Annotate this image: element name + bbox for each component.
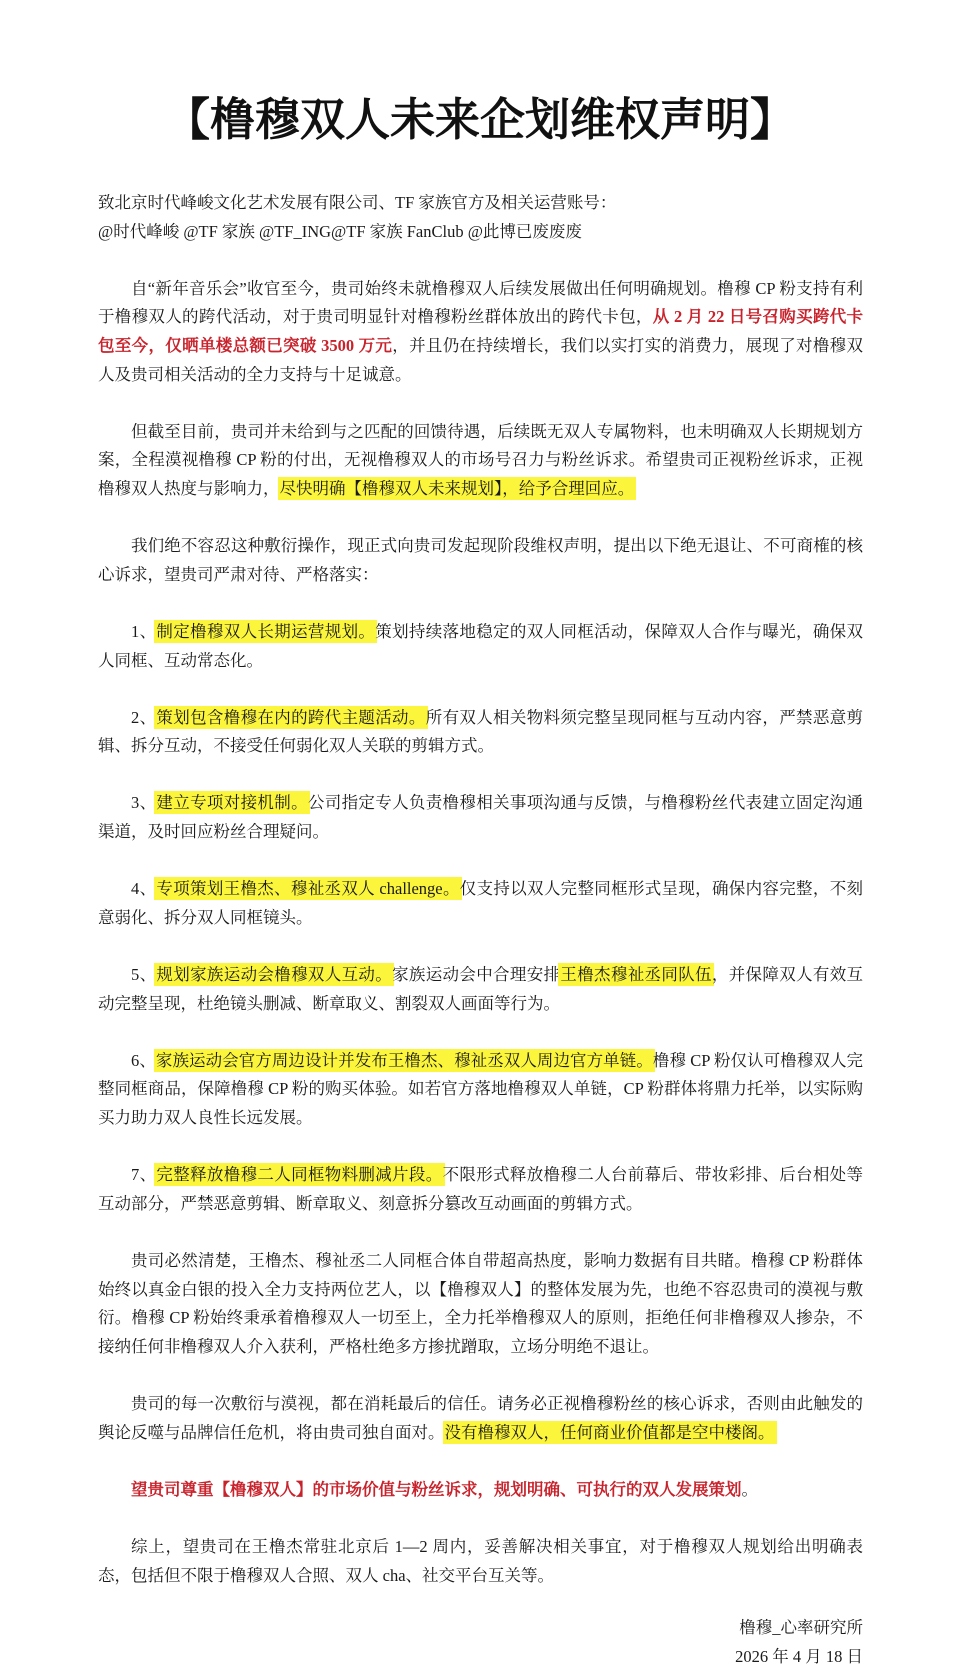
- body-text: 。: [741, 1479, 758, 1499]
- demand-item-2: [98, 704, 863, 761]
- highlighted-text: 完整释放橹穆二人同框物料删减片段。: [156, 1165, 443, 1185]
- demand-item-1: [98, 618, 863, 675]
- demands-intro-paragraph: [98, 532, 863, 589]
- body-text: 仅支持以双人完整同框形式呈现，确保内容完整，不刻意弱化、拆分双人同框镜头。: [98, 879, 864, 927]
- document-title: 【橹穆双人未来企划维权声明】: [164, 93, 795, 146]
- demand-item-3: [98, 789, 863, 846]
- body-text: 7、: [131, 1165, 157, 1185]
- signature-author: 橹穆_心率研究所: [739, 1618, 863, 1637]
- highlighted-text: 王橹杰穆祉丞同队伍: [560, 965, 712, 985]
- body-text: 综上，望贵司在王橹杰常驻北京后 1—2 周内，妥善解决相关事宜，对于橹穆双人规划给出明确表态，包括但不限于橹穆双人合照、双人 cha、社交平台互关等。: [98, 1536, 863, 1585]
- highlighted-text: 家族运动会官方周边设计并发布王橹杰、穆祉丞双人周边官方单链。: [155, 1050, 653, 1070]
- warning-paragraph: [98, 1390, 863, 1447]
- body-text: 2、: [131, 707, 157, 727]
- paragraphs: [98, 275, 863, 1590]
- stance-paragraph: [98, 1247, 863, 1361]
- complaint-paragraph: [98, 418, 863, 504]
- body-text: 但截至目前，贵司并未给到与之匹配的回馈待遇，后续既无双人专属物料，也未明确双人长期规划方案，全程漠视橹穆 CP 粉的付出，无视橹穆双人的市场号召力与粉丝诉求。希望贵司正视粉丝诉求，正视橹穆双人热度与影响力，: [98, 421, 863, 498]
- body-text: 公司指定专人负责橹穆相关事项沟通与反馈，与橹穆粉丝代表建立固定沟通渠道，及时回应粉丝合理疑问。: [98, 793, 864, 842]
- document-body: [98, 189, 863, 1619]
- body-text: 6、: [131, 1050, 156, 1070]
- body-text: 所有双人相关物料须完整呈现同框与互动内容，严禁恶意剪辑、拆分互动，不接受任何弱化双人关联的剪辑方式。: [98, 707, 864, 756]
- conclusion-paragraph: [98, 1533, 863, 1590]
- body-text: 我们绝不容忍这种敷衍操作，现正式向贵司发起现阶段维权声明，提出以下绝无退让、不可商榷的核心诉求，望贵司严肃对待、严格落实：: [98, 536, 863, 584]
- demand-item-4: [98, 875, 863, 932]
- demand-item-7: [98, 1161, 863, 1218]
- intro-paragraph: [98, 275, 863, 389]
- body-text: 1、: [131, 621, 157, 641]
- body-text: 家族运动会中合理安排: [392, 965, 561, 985]
- body-text: 不限形式释放橹穆二人台前幕后、带妆彩排、后台相处等互动部分，严禁恶意剪辑、断章取义、刻意拆分篡改互动画面的剪辑方式。: [98, 1165, 864, 1213]
- appeal-paragraph: [98, 1476, 863, 1505]
- highlighted-text: 建立专项对接机制。: [156, 793, 308, 813]
- demand-item-6: [98, 1047, 863, 1133]
- body-text: 自“新年音乐会”收官至今，贵司始终未就橹穆双人后续发展做出任何明确规划。橹穆 CP 粉支持有利于橹穆双人的跨代活动，对于贵司明显针对橹穆粉丝群体放出的跨代卡包，: [98, 278, 863, 327]
- highlighted-text: 规划家族运动会橹穆双人互动。: [156, 965, 393, 985]
- emphasis-red-text: 从 2 月 22 日号召购买跨代卡包至今，仅晒单楼总额已突破 3500 万元: [98, 307, 864, 355]
- signature-date: 2026 年 4 月 18 日: [735, 1646, 863, 1666]
- body-text: 4、: [131, 879, 157, 899]
- body-text: 策划持续落地稳定的双人同框活动，保障双人合作与曝光，确保双人同框、互动常态化。: [98, 621, 864, 670]
- salutation-line: 致北京时代峰峻文化艺术发展有限公司、TF 家族官方及相关运营账号：: [98, 193, 617, 212]
- body-text: ，并保障双人有效互动完整呈现，杜绝镜头删减、断章取义、割裂双人画面等行为。: [98, 965, 864, 1013]
- highlighted-text: 制定橹穆双人长期运营规划。: [156, 621, 376, 641]
- body-text: 贵司必然清楚，王橹杰、穆祉丞二人同框合体自带超高热度，影响力数据有目共睹。橹穆 CP 粉群体始终以真金白银的投入全力支持两位艺人，以【橹穆双人】的整体发展为先，也绝不容忍贵司的漠视与敷衍。橹穆 CP 粉始终秉承着橹穆双人一切至上，全力托举橹穆双人的原则，拒绝任何非橹穆双人掺杂，不接纳任何非橹穆双人介入获利，严格杜绝多方掺扰蹭取，立场分明绝不退让。: [98, 1250, 863, 1356]
- highlighted-text: 策划包含橹穆在内的跨代主题活动。: [156, 707, 426, 727]
- body-text: 橹穆 CP 粉仅认可橹穆双人完整同框商品，保障橹穆 CP 粉的购买体验。如若官方落地橹穆双人单链，CP 粉群体将鼎力托举，以实际购买力助力双人良性长远发展。: [98, 1050, 864, 1127]
- body-text: 贵司的每一次敷衍与漠视，都在消耗最后的信任。请务必正视橹穆粉丝的核心诉求，否则由此触发的舆论反噬与品牌信任危机，将由贵司独自面对。: [98, 1393, 863, 1442]
- signature-block: [735, 1614, 863, 1671]
- highlighted-text: 没有橹穆双人，任何商业价值都是空中楼阁。: [444, 1422, 775, 1442]
- mentions-line: @时代峰峻 @TF 家族 @TF_ING@TF 家族 FanClub @此博已废废废: [98, 221, 582, 241]
- demand-item-5: [98, 961, 863, 1018]
- body-text: 3、: [131, 793, 157, 813]
- highlighted-text: 尽快明确【橹穆双人未来规划】，给予合理回应。: [279, 478, 635, 498]
- body-text: ，并且仍在持续增长，我们以实打实的消费力，展现了对橹穆双人及贵司相关活动的全力支持与十足诚意。: [98, 335, 864, 384]
- body-text: 5、: [131, 965, 157, 985]
- highlighted-text: 专项策划王橹杰、穆祉丞双人 challenge。: [156, 879, 460, 899]
- emphasis-red-text: 望贵司尊重【橹穆双人】的市场价值与粉丝诉求，规划明确、可执行的双人发展策划: [131, 1479, 742, 1499]
